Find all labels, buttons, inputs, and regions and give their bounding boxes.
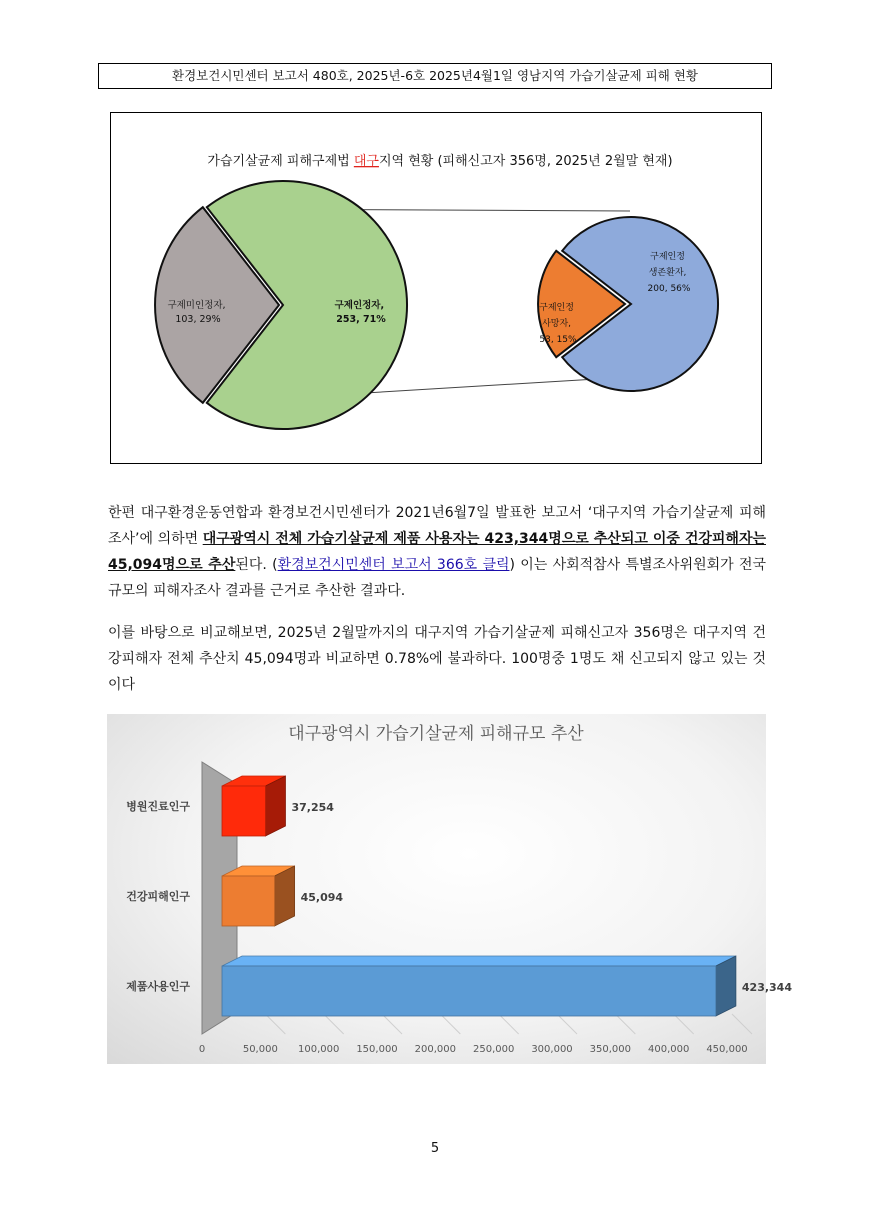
report-header: 환경보건시민센터 보고서 480호, 2025년-6호 2025년4월1일 영남지역 가습기살균제 피해 현황 xyxy=(98,63,772,89)
pie-title-highlight: 대구 xyxy=(353,154,379,169)
label-survivors: 구제인정 생존환자, 200, 56% xyxy=(647,252,691,294)
bar-side-face xyxy=(275,866,295,926)
pie-chart-box xyxy=(110,112,762,464)
bar-chart-box xyxy=(107,714,793,1064)
floor-gridline xyxy=(557,1014,577,1034)
x-tick-label: 50,000 xyxy=(242,1044,278,1055)
paragraph-daegu-estimate: 한편 대구환경운동연합과 환경보건시민센터가 2021년6월7일 발표한 보고서 ‘대구지역 가습기살균제 피해조사’에 의하면 대구광역시 전체 가습기살균제 제품 사용자는 423,344명으로 추산되고 이중 건강피해자는 45,094명으로 추산된다. (환경보건시민센터 보고서 366호 클릭) 이는 사회적참사 특별조사위원회가 전국규모의 피해자조사 결과를 근거로 추산한 결과다. xyxy=(108,505,766,599)
x-tick-label: 0 xyxy=(198,1044,206,1055)
label-recognized: 구제인정자, 253, 71% xyxy=(334,300,386,325)
category-label: 제품사용인구 xyxy=(126,980,190,993)
label-unrecognized: 구제미인정자, 103, 29% xyxy=(167,300,226,325)
x-tick-label: 100,000 xyxy=(297,1044,340,1055)
pie-chart-title: 가습기살균제 피해구제법 대구지역 현황 (피해신고자 356명, 2025년 2월말 현재) xyxy=(207,154,673,169)
floor-gridline xyxy=(324,1014,344,1034)
emphasis-estimate: 대구광역시 전체 가습기살균제 제품 사용자는 423,344명으로 추산되고 이중 건강피해자는 45,094명으로 추산 xyxy=(108,531,766,573)
bar-side-face xyxy=(716,956,736,1016)
category-label: 병원진료인구 xyxy=(126,800,190,813)
bar-병원진료인구 xyxy=(222,786,265,836)
paragraph-comparison: 이를 바탕으로 비교해보면, 2025년 2월말까지의 대구지역 가습기살균제 피해신고자 356명은 대구지역 건강피해자 전체 추산치 45,094명과 비교하면 0.78%에 불과하다. 100명중 1명도 채 신고되지 않고 있는 것이다 xyxy=(108,625,766,693)
bar-chart-x-axis xyxy=(199,1044,748,1055)
x-tick-label: 150,000 xyxy=(356,1044,398,1055)
x-tick-label: 400,000 xyxy=(647,1044,690,1055)
label-deceased: 구제인정 사망자, 53, 15% xyxy=(539,303,577,345)
floor-gridline xyxy=(265,1014,285,1034)
pie-chart xyxy=(111,113,761,463)
category-label: 건강피해인구 xyxy=(126,890,190,903)
x-tick-label: 350,000 xyxy=(589,1044,632,1055)
bar-chart xyxy=(107,714,793,1064)
value-label: 37,254 xyxy=(291,801,334,814)
x-tick-label: 300,000 xyxy=(531,1044,573,1055)
floor-gridline xyxy=(440,1014,460,1034)
report-366-link[interactable]: 환경보건시민센터 보고서 366호 클릭 xyxy=(277,557,510,573)
value-label: 423,344 xyxy=(741,981,793,994)
x-tick-label: 250,000 xyxy=(472,1044,515,1055)
bar-chart-floor xyxy=(265,1014,752,1034)
value-label: 45,094 xyxy=(300,891,344,904)
floor-gridline xyxy=(615,1014,635,1034)
x-tick-label: 450,000 xyxy=(706,1044,748,1055)
bar-side-face xyxy=(265,776,285,836)
bar-chart-title: 대구광역시 가습기살균제 피해규모 추산 xyxy=(288,724,584,744)
floor-gridline xyxy=(674,1014,694,1034)
floor-gridline xyxy=(732,1014,752,1034)
x-tick-label: 200,000 xyxy=(414,1044,457,1055)
page-number: 5 xyxy=(430,1141,440,1156)
floor-gridline xyxy=(382,1014,402,1034)
bar-건강피해인구 xyxy=(222,876,275,926)
bar-top-face xyxy=(222,956,736,966)
floor-gridline xyxy=(499,1014,519,1034)
bar-chart-category-labels xyxy=(126,799,190,993)
bar-제품사용인구 xyxy=(222,966,716,1016)
